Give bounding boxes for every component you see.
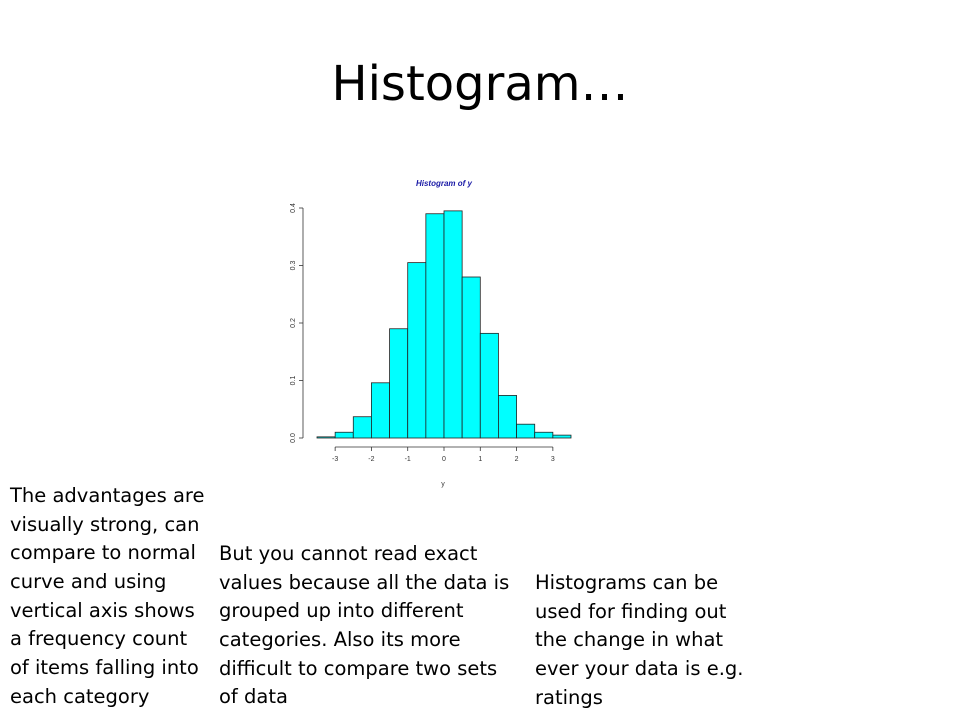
chart-title: Histogram of y [415, 179, 473, 188]
x-tick-label: -3 [332, 456, 339, 463]
histogram-bar [480, 333, 498, 438]
histogram-bar [353, 417, 371, 438]
y-tick-label: 0.3 [290, 260, 297, 271]
disadvantages-text: But you cannot read exact values because all the data is grouped up into different categories. Also its more difficult to compare two sets of data [219, 542, 510, 709]
x-tick-label: -1 [404, 456, 411, 463]
histogram-bar [371, 383, 389, 438]
x-tick-label: 3 [550, 456, 555, 463]
histogram-svg [280, 170, 600, 490]
histogram-bar [535, 432, 553, 438]
histogram-bar [498, 395, 516, 438]
x-axis-label: y [441, 481, 445, 488]
y-tick-label: 0.2 [290, 318, 297, 328]
x-tick-label: -2 [368, 456, 375, 463]
histogram-bar [426, 214, 444, 438]
histogram-bar [390, 329, 408, 438]
x-tick-label: 0 [442, 456, 446, 463]
histogram-bar [462, 277, 480, 438]
uses-text: Histograms can be used for finding out the change in what ever your data is e.g. ratings [535, 571, 744, 709]
x-axis [332, 447, 555, 463]
y-tick-label: 0.4 [290, 203, 297, 213]
advantages-text: The advantages are visually strong, can compare to normal curve and using vertical axis shows a frequency count of items falling into each category [10, 484, 205, 708]
y-axis [290, 203, 303, 443]
histogram-bar [317, 437, 335, 438]
y-tick-label: 0.1 [290, 375, 297, 386]
histogram-bar [553, 435, 571, 438]
y-tick-label: 0.0 [290, 433, 297, 443]
histogram-bar [517, 424, 535, 438]
histogram-chart [280, 170, 600, 490]
histogram-bar [335, 432, 353, 438]
x-tick-label: 2 [514, 456, 519, 463]
slide-title: Histogram… [331, 56, 629, 112]
histogram-bars [317, 211, 571, 438]
x-tick-label: 1 [478, 456, 483, 463]
histogram-bar [444, 211, 462, 438]
histogram-bar [408, 263, 426, 438]
